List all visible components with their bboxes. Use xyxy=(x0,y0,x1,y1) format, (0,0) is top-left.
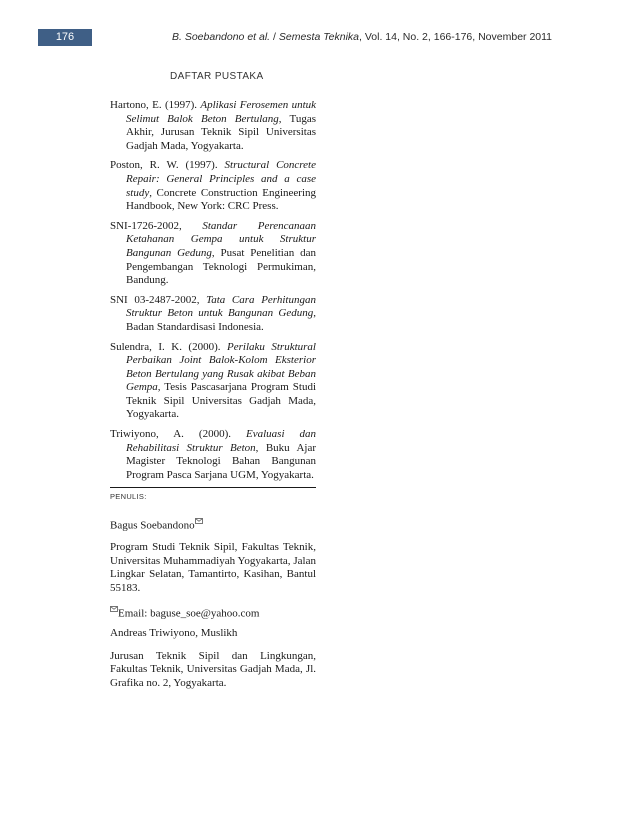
authors-heading: PENULIS: xyxy=(110,492,147,501)
reference-list xyxy=(110,99,316,488)
section-divider xyxy=(110,487,316,488)
author-block-2 xyxy=(110,627,316,690)
reference-title: Aplikasi Ferosemen untuk Selimut Balok Beton Bertulang xyxy=(126,99,317,125)
section-title: DAFTAR PUSTAKA xyxy=(170,71,264,82)
author-affiliation: Jurusan Teknik Sipil dan Lingkungan, Fakultas Teknik, Universitas Gadjah Mada, Jl. Grafika no. 2, Yogyakarta. xyxy=(110,649,316,689)
running-head xyxy=(172,31,552,43)
reference-author: Poston, R. W. (1997). xyxy=(110,159,225,172)
author-block-1 xyxy=(110,515,316,621)
author-email: Email: baguse_soe@yahoo.com xyxy=(118,607,260,620)
reference-item xyxy=(110,159,316,213)
journal-name: Semesta Teknika xyxy=(278,31,360,43)
reference-source: , Tugas Akhir, Jurusan Teknik Sipil Universitas Gadjah Mada, Yogyakarta. xyxy=(126,112,317,152)
reference-item xyxy=(110,294,316,335)
reference-item xyxy=(110,428,316,482)
reference-item xyxy=(110,220,316,288)
author-name: Andreas Triwiyono, Muslikh xyxy=(110,627,238,639)
reference-source: , Buku Ajar Magister Teknologi Bahan Bangunan Program Pasca Sarjana UGM, Yogyakarta. xyxy=(126,441,316,481)
reference-author: SNI-1726-2002, xyxy=(110,219,203,232)
reference-author: SNI 03-2487-2002, xyxy=(110,293,207,306)
reference-title: Standar Perencanaan Ketahanan Gempa untuk Struktur Bangunan Gedung xyxy=(126,219,316,259)
journal-separator: / xyxy=(270,31,279,43)
envelope-icon xyxy=(195,515,203,529)
reference-title: Evaluasi dan Rehabilitasi Struktur Beton xyxy=(126,428,317,454)
author-affiliation: Program Studi Teknik Sipil, Fakultas Teknik, Universitas Muhammadiyah Yogyakarta, Jalan Lingkar Selatan, Tamantirto, Kasihan, Bantul 55183. xyxy=(110,541,316,595)
author-name: Bagus Soebandono xyxy=(110,519,195,532)
envelope-icon xyxy=(110,603,118,617)
page-number-badge: 176 xyxy=(38,29,92,46)
reference-author: Triwiyono, A. (2000). xyxy=(110,428,246,441)
journal-authors: B. Soebandono et al. xyxy=(172,31,271,43)
reference-title: Tata Cara Perhitungan Struktur Beton untuk Bangunan Gedung xyxy=(126,293,316,320)
reference-title: Perilaku Struktural Perbaikan Joint Balok-Kolom Eksterior Beton Bertulang yang Rusak akibat Beban Gempa, xyxy=(126,340,316,394)
reference-title: Structural Concrete Repair: General Principles and a case study xyxy=(126,159,316,199)
author-email-line xyxy=(110,603,316,621)
reference-source: , Concrete Construction Engineering Handbook, New York: CRC Press. xyxy=(126,186,316,213)
journal-issue: , Vol. 14, No. 2, 166-176, November 2011 xyxy=(359,31,553,43)
reference-item xyxy=(110,99,316,153)
reference-author: Sulendra, I. K. (2000). xyxy=(110,340,227,353)
reference-author: Hartono, E. (1997). xyxy=(110,99,201,111)
reference-item xyxy=(110,341,316,423)
reference-source: Tesis Pascasarjana Program Studi Teknik Sipil Universitas Gadjah Mada, Yogyakarta. xyxy=(126,381,316,421)
reference-source: , Badan Standardisasi Indonesia. xyxy=(126,307,316,333)
page-header xyxy=(0,0,638,52)
reference-source: , Pusat Penelitian dan Pengembangan Teknologi Permukiman, Bandung. xyxy=(126,246,316,287)
author-name-line xyxy=(110,515,316,533)
